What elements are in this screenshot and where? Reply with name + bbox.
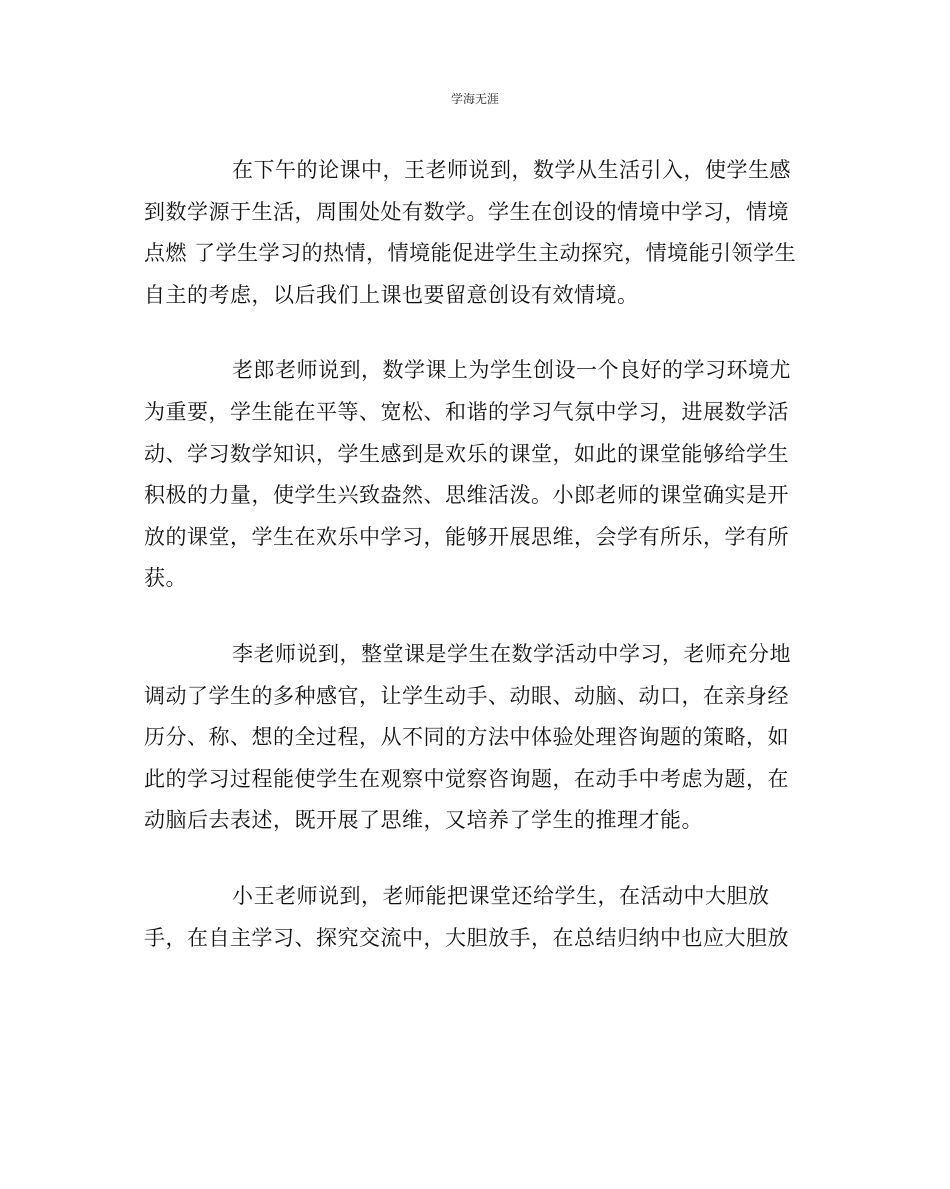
paragraph-line: 调动了学生的多种感官，让学生动手、动眼、动脑、动口，在亲身经 (144, 683, 789, 708)
paragraph-line: 历分、称、想的全过程，从不同的方法中体验处理咨询题的策略，如 (144, 725, 789, 750)
paragraph-4 (144, 876, 812, 959)
paragraph-line: 手，在自主学习、探究交流中，大胆放手，在总结归纳中也应大胆放 (144, 925, 789, 950)
paragraph-line: 获。 (144, 566, 187, 591)
paragraph-line: 自主的考虑，以后我们上课也要留意创设有效情境。 (144, 282, 639, 307)
paragraph-3 (144, 634, 812, 842)
page-header: 学海无涯 (450, 92, 499, 106)
paragraph-line: 放的课堂，学生在欢乐中学习，能够开展思维，会学有所乐，学有所 (144, 524, 789, 549)
paragraph-line: 老郎老师说到，数学课上为学生创设一个良好的学习环境尤 (232, 358, 791, 383)
paragraph-line: 到数学源于生活，周围处处有数学。学生在创设的情境中学习，情境 (144, 199, 789, 224)
document-body (144, 150, 812, 993)
paragraph-line: 动、学习数学知识，学生感到是欢乐的课堂，如此的课堂能够给学生 (144, 441, 789, 466)
paragraph-line: 积极的力量，使学生兴致盎然、思维活泼。小郎老师的课堂确实是开 (144, 483, 789, 508)
paragraph-2 (144, 350, 812, 600)
paragraph-line: 动脑后去表述，既开展了思维，又培养了学生的推理才能。 (144, 808, 703, 833)
paragraph-line: 此的学习过程能使学生在观察中觉察咨询题，在动手中考虑为题，在 (144, 766, 789, 791)
paragraph-line: 为重要，学生能在平等、宽松、和谐的学习气氛中学习，进展数学活 (144, 399, 789, 424)
paragraph-line: 点燃 了学生学习的热情，情境能促进学生主动探究，情境能引领学生 (144, 241, 797, 266)
paragraph-1 (144, 150, 812, 316)
paragraph-line: 小王老师说到，老师能把课堂还给学生，在活动中大胆放 (232, 883, 770, 908)
paragraph-line: 在下午的论课中，王老师说到，数学从生活引入，使学生感 (232, 158, 791, 182)
paragraph-line: 李老师说到，整堂课是学生在数学活动中学习，老师充分地 (232, 641, 791, 666)
